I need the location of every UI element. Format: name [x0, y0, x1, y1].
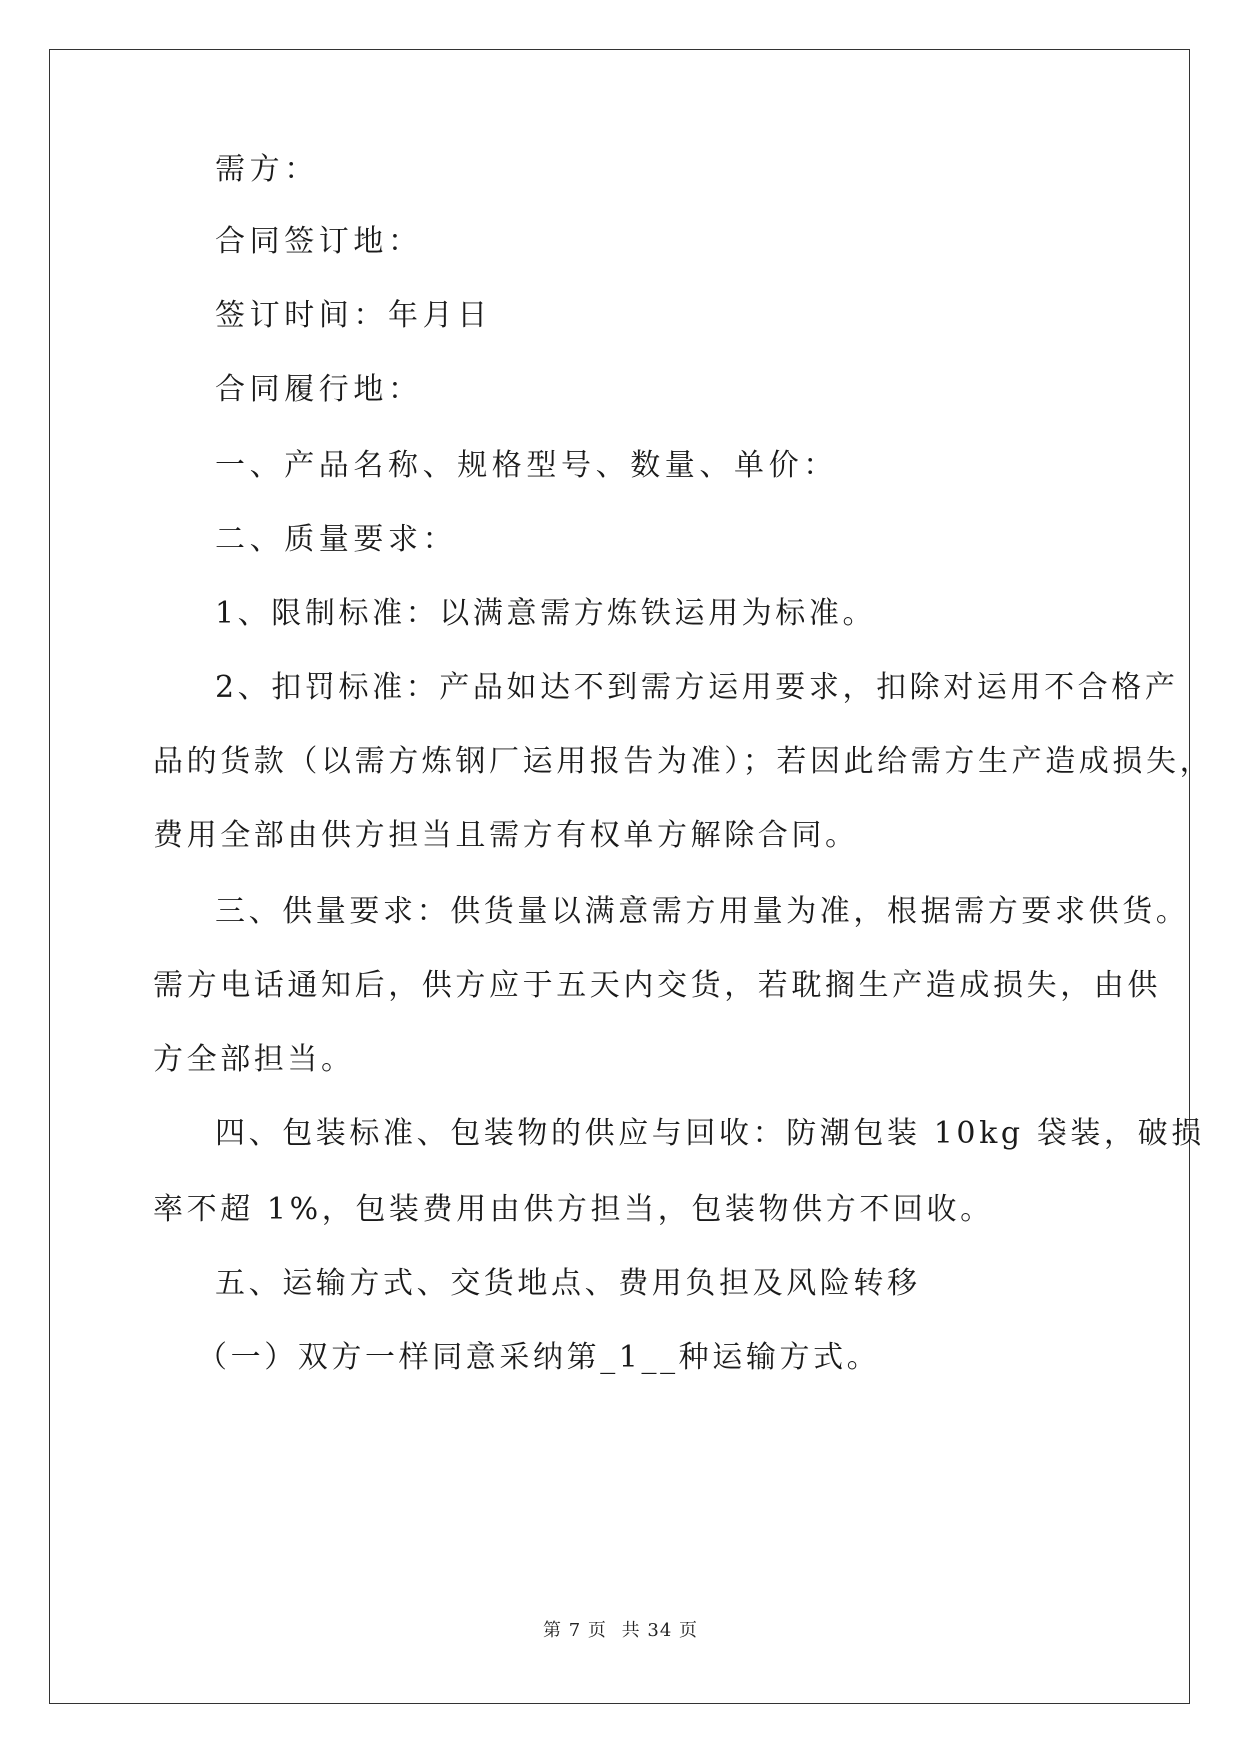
line-penalty-1: 2、扣罚标准：产品如达不到需方运用要求，扣除对运用不合格产	[215, 670, 1179, 705]
line-penalty-3: 费用全部由供方担当且需方有权单方解除合同。	[153, 818, 859, 853]
line-performance-place: 合同履行地：	[215, 372, 423, 407]
line-signing-place: 合同签订地：	[215, 224, 423, 259]
line-penalty-2: 品的货款（以需方炼钢厂运用报告为准）；若因此给需方生产造成损失，	[153, 744, 1214, 779]
line-buyer: 需方：	[215, 152, 319, 187]
line-section-1: 一、产品名称、规格型号、数量、单价：	[215, 448, 838, 483]
line-section-5: 五、运输方式、交货地点、费用负担及风险转移	[215, 1266, 921, 1301]
line-section-2: 二、质量要求：	[215, 522, 458, 557]
line-packaging-2: 率不超 1%，包装费用由供方担当，包装物供方不回收。	[153, 1192, 994, 1227]
line-packaging-1: 四、包装标准、包装物的供应与回收：防潮包装 10kg 袋装，破损	[215, 1116, 1205, 1151]
page-total: 共 34 页	[621, 1620, 698, 1641]
line-supply-3: 方全部担当。	[153, 1042, 355, 1077]
line-quality-standard: 1、限制标准：以满意需方炼铁运用为标准。	[215, 596, 877, 631]
line-transport-mode: （一）双方一样同意采纳第_1__种运输方式。	[197, 1340, 881, 1375]
page-footer	[0, 1616, 1241, 1642]
line-supply-2: 需方电话通知后，供方应于五天内交货，若耽搁生产造成损失，由供	[153, 968, 1161, 1003]
line-supply-1: 三、供量要求：供货量以满意需方用量为准，根据需方要求供货。	[215, 894, 1190, 929]
line-signing-date: 签订时间：年月日	[215, 298, 492, 333]
page-number: 第 7 页	[543, 1620, 607, 1641]
